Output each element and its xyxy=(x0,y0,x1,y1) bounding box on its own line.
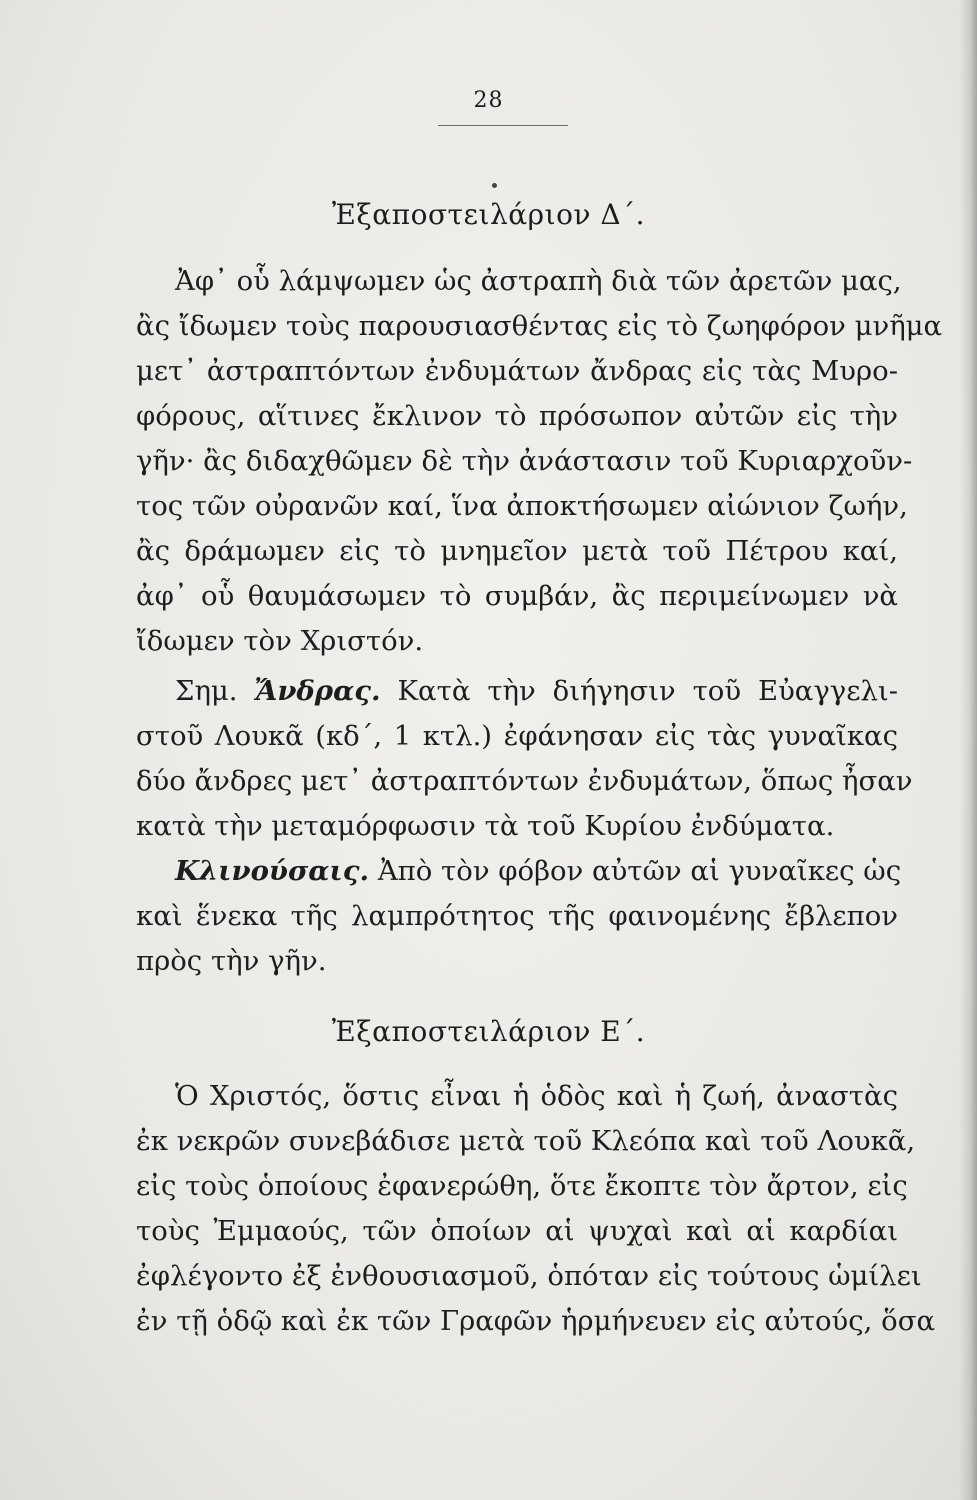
text-line: μετ᾽ ἀστραπτόντων ἐνδυμάτων ἄνδρας εἰς τὰς Μυρο- xyxy=(136,355,898,387)
note-line: δύο ἄνδρες μετ᾽ ἀστραπτόντων ἐνδυμάτων, ὅπως ἦσαν xyxy=(136,765,913,797)
note-text: Ἀπὸ τὸν φόβον αὐτῶν αἱ γυναῖκες ὡς xyxy=(377,855,902,887)
text-line: ἴδωμεν τὸν Χριστόν. xyxy=(136,625,424,657)
text-line: Ἀφ᾽ οὗ λάμψωμεν ὡς ἀστραπὴ διὰ τῶν ἀρετῶν μας, xyxy=(175,265,902,297)
text-line: ἐφλέγοντο ἐξ ἐνθουσιασμοῦ, ὁπόταν εἰς τούτους ὡμίλει xyxy=(136,1260,922,1292)
note-line: στοῦ Λουκᾶ (κδ΄, 1 κτλ.) ἐφάνησαν εἰς τὰς γυναῖκας xyxy=(136,720,898,752)
note-line: πρὸς τὴν γῆν. xyxy=(136,945,327,977)
note-line: κατὰ τὴν μεταμόρφωσιν τὰ τοῦ Κυρίου ἐνδύματα. xyxy=(136,810,835,842)
text-line: γῆν· ἂς διδαχθῶμεν δὲ τὴν ἀνάστασιν τοῦ Κυριαρχοῦν- xyxy=(136,445,913,477)
text-line: τος τῶν οὐρανῶν καί, ἵνα ἀποκτήσωμεν αἰώνιον ζωήν, xyxy=(136,490,908,522)
note-line xyxy=(175,855,902,887)
note-line xyxy=(175,675,898,707)
text-line: ἂς δράμωμεν εἰς τὸ μνημεῖον μετὰ τοῦ Πέτρου καί, xyxy=(136,535,898,567)
text-line: εἰς τοὺς ὁποίους ἐφανερώθη, ὅτε ἔκοπτε τὸν ἄρτον, εἰς xyxy=(136,1170,908,1202)
note-text: Κατὰ τὴν διήγησιν τοῦ Εὐαγγελι- xyxy=(397,675,898,707)
ink-dot xyxy=(492,183,497,188)
note-line: καὶ ἕνεκα τῆς λαμπρότητος τῆς φαινομένης ἔβλεπον xyxy=(136,900,898,932)
page-number-rule xyxy=(438,125,568,126)
text-line: Ὁ Χριστός, ὅστις εἶναι ἡ ὁδὸς καὶ ἡ ζωή, ἀναστὰς xyxy=(175,1080,898,1112)
note-term-klinousais: Κλινούσαις. xyxy=(175,855,370,887)
section-heading-delta: Ἐξαποστειλάριον Δ΄. xyxy=(331,198,646,231)
section-heading-epsilon: Ἐξαποστειλάριον Ε΄. xyxy=(331,1015,646,1048)
text-line: ἐν τῇ ὁδῷ καὶ ἐκ τῶν Γραφῶν ἡρμήνευεν εἰς αὐτούς, ὅσα xyxy=(136,1305,936,1337)
text-line: ἐκ νεκρῶν συνεβάδισε μετὰ τοῦ Κλεόπα καὶ τοῦ Λουκᾶ, xyxy=(136,1125,916,1157)
text-line: τοὺς Ἐμμαούς, τῶν ὁποίων αἱ ψυχαὶ καὶ αἱ καρδίαι xyxy=(136,1215,898,1247)
text-line: φόρους, αἵτινες ἔκλινον τὸ πρόσωπον αὐτῶν εἰς τὴν xyxy=(136,400,898,432)
text-line: ἀφ᾽ οὗ θαυμάσωμεν τὸ συμβάν, ἂς περιμείνωμεν νὰ xyxy=(136,580,898,612)
page-number: 28 xyxy=(473,88,504,113)
note-term-andras: Ἄνδρας. xyxy=(254,675,381,707)
note-label: Σημ. xyxy=(175,675,238,707)
text-line: ἂς ἴδωμεν τοὺς παρουσιασθέντας εἰς τὸ ζωηφόρον μνῆμα xyxy=(136,310,943,342)
